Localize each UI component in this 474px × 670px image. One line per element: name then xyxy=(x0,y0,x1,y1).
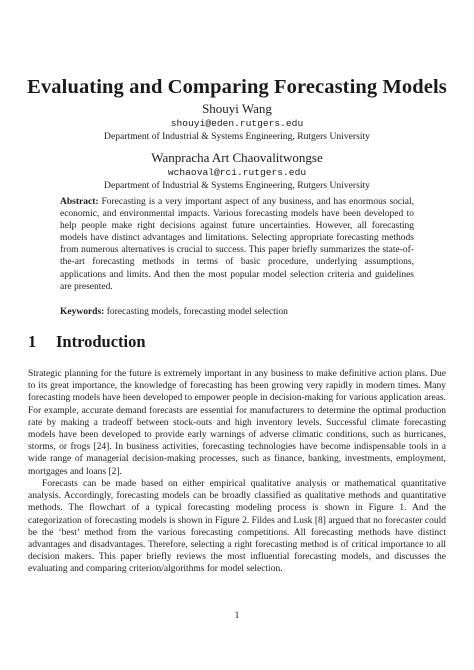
body-paragraph-1: Strategic planning for the future is extremely important in any business to make definitive action plans. Due to its great importance, the knowledge of forecasting has been growing very rapidly in modern times. Many forecasting models have been developed to empower people in decision-making for various application areas. For example, accurate demand forecasts are essential for manufacturers to determine the optimal production rate by making a tradeoff between stock-outs and high inventory levels. Successful climate forecasting models have been developed to provide early warnings of adverse climatic conditions, such as hurricanes, storms, or frogs [24]. In business activities, forecasting technologies have become indispensable tools in a wide range of managerial decision-making processes, such as finance, banking, investments, employment, mortgages and loans [2]. xyxy=(28,369,446,477)
section-number: 1 xyxy=(28,332,37,351)
keywords xyxy=(60,306,414,318)
abstract-text: Forecasting is a very important aspect of any business, and has enormous social, economic, and environmental impacts. Various forecasting models have been developed to help people make right decisions against future uncertainties. However, all forecasting models have distinct advantages and limitations. Selecting appropriate forecasting methods from numerous alternatives is crucial to success. This paper briefly summarizes the state-of-the-art forecasting methods in terms of basic procedure, underlying assumptions, applications and limits. And then the most popular model selection criteria and guidelines are presented. xyxy=(60,197,415,292)
author-email[interactable]: shouyi@eden.rutgers.edu xyxy=(170,118,304,129)
section-heading-introduction xyxy=(28,332,146,352)
author-name: Wanpracha Art Chaovalitwongse xyxy=(151,150,323,165)
paper-title: Evaluating and Comparing Forecasting Models xyxy=(27,76,447,98)
author-affiliation: Department of Industrial & Systems Engineering, Rutgers University xyxy=(104,131,370,142)
author-block-1 xyxy=(0,101,474,143)
page-number: 1 xyxy=(234,611,240,621)
abstract-label: Abstract: xyxy=(60,197,99,207)
author-block-2 xyxy=(0,150,474,192)
keywords-text: forecasting models, forecasting model selection xyxy=(106,307,288,317)
body-paragraph-2: Forecasts can be made based on either empirical qualitative analysis or mathematical quantitative analysis. Accordingly, forecasting models can be broadly classified as qualitative methods and quantitative methods. The flowchart of a typical forecasting modeling process is shown in Figure 1. And the categorization of forecasting models is shown in Figure 2. Fildes and Lusk [8] argued that no forecaster could be the ‘best’ method from the various forecasting competitions. All forecasting methods have distinct advantages and disadvantages. Therefore, selecting a right forecasting method is of critical importance to all decision makers. This paper briefly reviews the most influential forecasting models, and discusses the evaluating and comparing criterion/algorithms for model selection. xyxy=(28,479,446,575)
author-affiliation: Department of Industrial & Systems Engineering, Rutgers University xyxy=(104,180,370,191)
section-title: Introduction xyxy=(56,332,146,351)
abstract xyxy=(60,196,414,293)
author-name: Shouyi Wang xyxy=(202,101,272,116)
keywords-label: Keywords: xyxy=(60,307,105,317)
author-email[interactable]: wchaoval@rci.rutgers.edu xyxy=(167,167,307,178)
